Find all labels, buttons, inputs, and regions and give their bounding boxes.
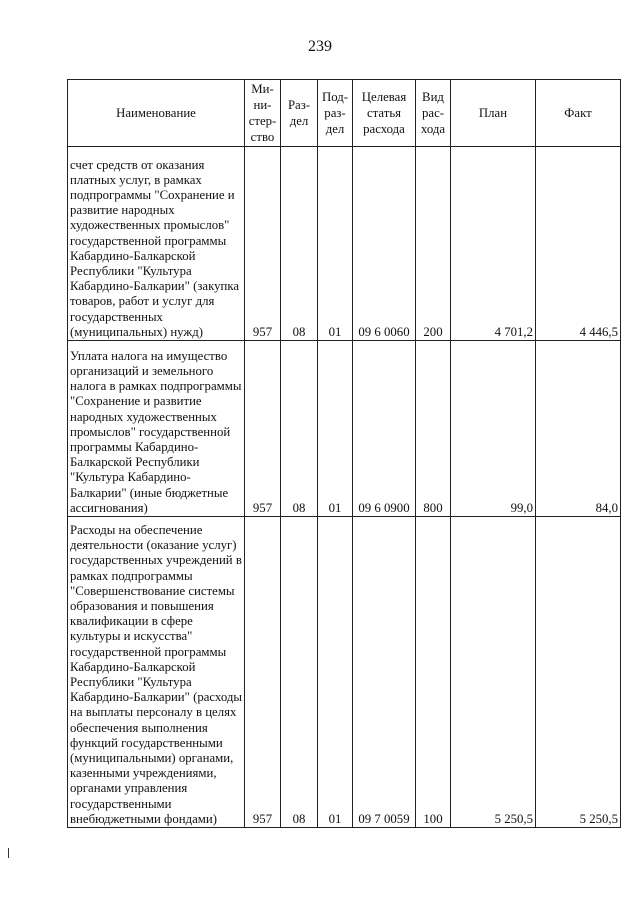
row-ministry: 957 [245, 341, 281, 517]
row-fact: 5 250,5 [536, 517, 621, 828]
row-name: счет средств от оказания платных услуг, в рамках подпрограммы "Сохранение и развитие народных художественных промыслов" государственной программы Кабардино-Балкарской Республики "Культура Кабардино-Балкарии" (закупка товаров, работ и услуг для государственных (муниципальных) нужд) [68, 147, 245, 341]
row-ministry: 957 [245, 147, 281, 341]
header-expense-type: Вид рас- хода [416, 80, 451, 147]
row-plan: 99,0 [451, 341, 536, 517]
header-target-article: Целевая статья расхода [353, 80, 416, 147]
header-subsection: Под- раз- дел [318, 80, 353, 147]
table-row [68, 341, 621, 517]
row-plan: 4 701,2 [451, 147, 536, 341]
header-fact: Факт [536, 80, 621, 147]
row-plan: 5 250,5 [451, 517, 536, 828]
row-name: Уплата налога на имущество организаций и земельного налога в рамках подпрограммы "Сохранение и развитие народных художественных промыслов" государственной программы Кабардино-Балкарской Республики "Культура Кабардино-Балкарии" (иные бюджетные ассигнования) [68, 341, 245, 517]
header-section: Раз- дел [281, 80, 318, 147]
row-ministry: 957 [245, 517, 281, 828]
row-fact: 4 446,5 [536, 147, 621, 341]
row-expense-type: 200 [416, 147, 451, 341]
row-section: 08 [281, 517, 318, 828]
header-plan: План [451, 80, 536, 147]
row-subsection: 01 [318, 147, 353, 341]
table-row [68, 147, 621, 341]
row-subsection: 01 [318, 341, 353, 517]
table-header-row [68, 80, 621, 147]
table-row [68, 517, 621, 828]
row-target-article: 09 6 0060 [353, 147, 416, 341]
row-fact: 84,0 [536, 341, 621, 517]
margin-mark [8, 848, 9, 858]
row-section: 08 [281, 341, 318, 517]
row-target-article: 09 7 0059 [353, 517, 416, 828]
row-subsection: 01 [318, 517, 353, 828]
row-expense-type: 100 [416, 517, 451, 828]
header-name: Наименование [68, 80, 245, 147]
header-ministry: Ми- ни- стер- ство [245, 80, 281, 147]
budget-table [67, 79, 621, 828]
row-target-article: 09 6 0900 [353, 341, 416, 517]
row-section: 08 [281, 147, 318, 341]
row-expense-type: 800 [416, 341, 451, 517]
row-name: Расходы на обеспечение деятельности (оказание услуг) государственных учреждений в рамках подпрограммы "Совершенствование системы образования и повышения квалификации в сфере культуры и искусства" государственной программы Кабардино-Балкарской Республики "Культура Кабардино-Балкарии" (расходы на выплаты персоналу в целях обеспечения выполнения функций государственными (муниципальными) органами, казенными учреждениями, органами управления государственными внебюджетными фондами) [68, 517, 245, 828]
page-number: 239 [308, 38, 332, 55]
